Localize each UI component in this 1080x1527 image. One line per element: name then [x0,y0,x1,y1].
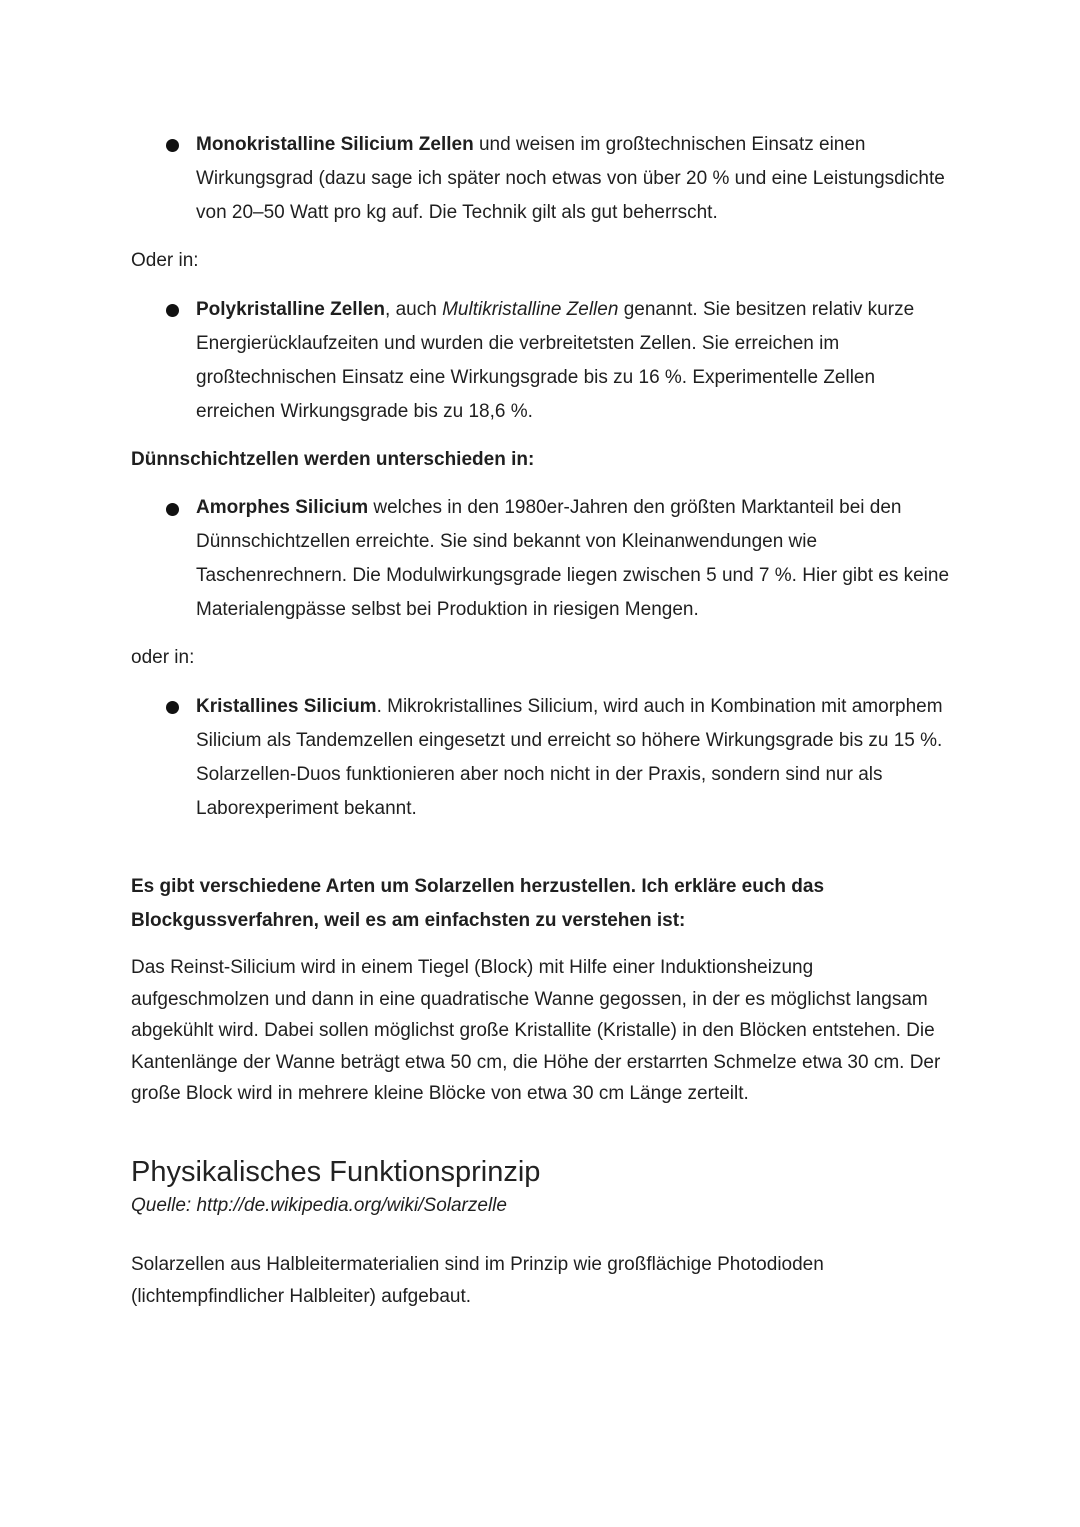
section-title: Physikalisches Funktionsprinzip [131,1156,541,1188]
bold-term: Polykristalline Zellen [196,299,386,320]
source-citation: Quelle: http://de.wikipedia.org/wiki/Solarzelle [131,1195,507,1216]
list-item-polykristallin [196,293,956,429]
item-text: und weisen im großtechnischen Einsatz einen Wirkungsgrad (dazu sage ich später noch etwas von über 20 % und eine Leistungsdichte von 20–50 Watt pro kg auf. Die Technik gilt als gut beherrscht. [196,134,945,223]
bold-term: Amorphes Silicium [196,497,369,518]
list-item-kristallin [196,690,956,826]
item-text: genannt. Sie besitzen relativ kurze Energierücklaufzeiten und wurden die verbreitetsten Zellen. Sie erreichen im großtechnischen Einsatz eine Wirkungsgrade bis zu 16 %. Experimentelle Zellen erreichen Wirkungsgrade bis zu 18,6 %. [196,299,915,422]
bold-term: Monokristalline Silicium Zellen [196,134,474,155]
bullet-dot [166,304,179,317]
item-text: , auch [385,299,443,320]
oder-in-label: oder in: [131,647,195,668]
list-item-monokristallin [196,128,956,230]
production-paragraph: Das Reinst-Silicium wird in einem Tiegel (Block) mit Hilfe einer Induktionsheizung aufgeschmolzen und dann in eine quadratische Wanne gegossen, in der es möglichst langsam abgekühlt wird. Dabei sollen möglichst große Kristallite (Kristalle) in den Blöcken entstehen. Die Kantenlänge der Wanne beträgt etwa 50 cm, die Höhe der erstarrten Schmelze etwa 30 cm. Der große Block wird in mehrere kleine Blöcke von etwa 30 cm Länge zerteilt. [131,957,941,1105]
list-item-amorph [196,491,956,627]
bullet-dot [166,139,179,152]
production-heading: Es gibt verschiedene Arten um Solarzellen herzustellen. Ich erkläre euch das Blockgussverfahren, weil es am einfachsten zu verstehen ist: [131,876,825,931]
final-paragraph: Solarzellen aus Halbleitermaterialien sind im Prinzip wie großflächige Photodioden (lichtempfindlicher Halbleiter) aufgebaut. [131,1254,824,1307]
item-text: welches in den 1980er-Jahren den größten Marktanteil bei den Dünnschichtzellen erreichte. Sie sind bekannt von Kleinanwendungen wie Taschenrechnern. Die Modulwirkungsgrade liegen zwischen 5 und 7 %. Hier gibt es keine Materialengpässe selbst bei Produktion in riesigen Mengen. [196,497,950,620]
bold-term: Kristallines Silicium [196,696,377,717]
bullet-dot [166,701,179,714]
item-text: . Mikrokristallines Silicium, wird auch in Kombination mit amorphem Silicium als Tandemzellen eingesetzt und erreicht so höhere Wirkungsgrade bis zu 15 %. Solarzellen-Duos funktionieren aber noch nicht in der Praxis, sondern sind nur als Laborexperiment bekannt. [196,696,943,819]
bullet-dot [166,503,179,516]
italic-term: Multikristalline Zellen [442,299,619,320]
thin-film-heading: Dünnschichtzellen werden unterschieden in: [131,449,535,470]
oder-in-label: Oder in: [131,250,199,271]
